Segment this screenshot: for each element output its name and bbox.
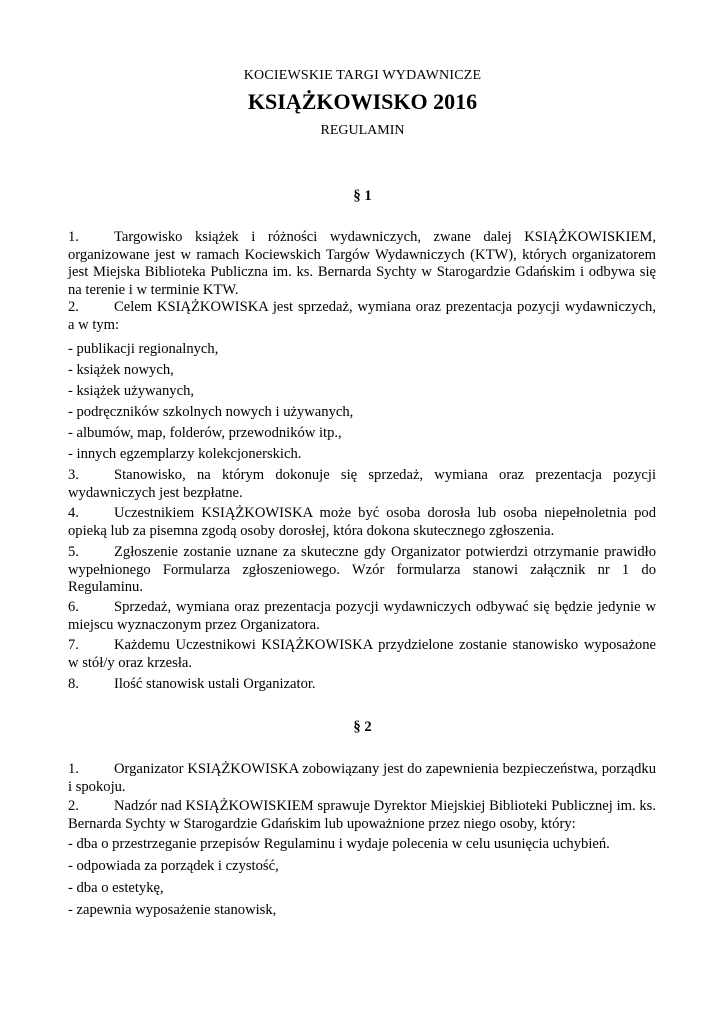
item-text: Ilość stanowisk ustali Organizator.: [114, 676, 316, 692]
list-item: - albumów, map, folderów, przewodników itp.,: [68, 425, 342, 441]
section-2-bullet-2: [68, 858, 656, 876]
section-1-bullet-3: [68, 383, 656, 401]
section-1-item-4: [68, 505, 656, 540]
list-item: - podręczników szkolnych nowych i używanych,: [68, 404, 354, 420]
item-text: Stanowisko, na którym dokonuje się sprzedaż, wymiana oraz prezentacja pozycji wydawniczych jest bezpłatne.: [68, 467, 656, 501]
section-1-bullet-1: [68, 341, 656, 359]
section-1-item-7: [68, 637, 656, 672]
section-2-heading: § 2: [353, 719, 372, 735]
item-text: Sprzedaż, wymiana oraz prezentacja pozycji wydawniczych odbywać się będzie jedynie w miejscu wyznaczonym przez Organizatora.: [68, 599, 656, 633]
item-text: Uczestnikiem KSIĄŻKOWISKA może być osoba dorosła lub osoba niepełnoletnia pod opieką lub za pisemna zgodą osoby dorosłej, która dokona skutecznego zgłoszenia.: [68, 505, 656, 539]
item-number: 8.: [68, 676, 79, 692]
section-1-bullet-6: [68, 446, 656, 464]
item-number: 4.: [68, 505, 79, 521]
section-1-bullet-2: [68, 362, 656, 380]
section-1-bullet-4: [68, 404, 656, 422]
item-number: 2.: [68, 798, 79, 814]
event-subtitle: KOCIEWSKIE TARGI WYDAWNICZE: [243, 68, 482, 83]
item-number: 5.: [68, 544, 79, 560]
section-1-heading: § 1: [353, 188, 372, 204]
list-item: - zapewnia wyposażenie stanowisk,: [68, 902, 277, 918]
item-text: Nadzór nad KSIĄŻKOWISKIEM sprawuje Dyrektor Miejskiej Biblioteki Publicznej im. ks. Bernarda Sychty w Starogardzie Gdańskim lub upoważnione przez niego osoby, który:: [68, 798, 656, 832]
section-2-item-2: [68, 798, 656, 833]
item-number: 1.: [68, 761, 79, 777]
list-item: - innych egzemplarzy kolekcjonerskich.: [68, 446, 302, 462]
document-title: KSIĄŻKOWISKO 2016: [247, 89, 478, 114]
section-2-bullet-4: [68, 902, 656, 920]
item-text: Zgłoszenie zostanie uznane za skuteczne gdy Organizator potwierdzi otrzymanie prawidło wypełnionego Formularza zgłoszeniowego. Wzór formularza stanowi załącznik nr 1 do Regulaminu.: [68, 544, 656, 595]
section-1-bullet-5: [68, 425, 656, 443]
item-number: 7.: [68, 637, 79, 653]
section-2-bullet-1: [68, 836, 656, 854]
list-item: - dba o przestrzeganie przepisów Regulaminu i wydaje polecenia w celu usunięcia uchybień.: [68, 836, 610, 852]
section-1-item-1: [68, 229, 656, 299]
section-1-item-5: [68, 544, 656, 597]
section-1-item-2: [68, 299, 656, 334]
section-1-item-8: [68, 676, 656, 694]
section-1-item-6: [68, 599, 656, 634]
list-item: - publikacji regionalnych,: [68, 341, 219, 357]
section-2-bullet-3: [68, 880, 656, 898]
item-number: 1.: [68, 229, 79, 245]
section-1-item-3: [68, 467, 656, 502]
item-number: 6.: [68, 599, 79, 615]
list-item: - dba o estetykę,: [68, 880, 164, 896]
list-item: - odpowiada za porządek i czystość,: [68, 858, 279, 874]
item-text: Celem KSIĄŻKOWISKA jest sprzedaż, wymiana oraz prezentacja pozycji wydawniczych, a w tym:: [68, 299, 656, 333]
item-number: 2.: [68, 299, 79, 315]
item-text: Każdemu Uczestnikowi KSIĄŻKOWISKA przydzielone zostanie stanowisko wyposażone w stół/y oraz krzesła.: [68, 637, 656, 671]
item-number: 3.: [68, 467, 79, 483]
item-text: Targowisko książek i różności wydawniczych, zwane dalej KSIĄŻKOWISKIEM, organizowane jest w ramach Kociewskich Targów Wydawniczych (KTW), których organizatorem jest Miejska Biblioteka Publiczna im. ks. Bernarda Sychty w Starogardzie Gdańskim i odbywa się na terenie i w terminie KTW.: [68, 229, 656, 298]
section-2-item-1: [68, 761, 656, 796]
list-item: - książek nowych,: [68, 362, 174, 378]
item-text: Organizator KSIĄŻKOWISKA zobowiązany jest do zapewnienia bezpieczeństwa, porządku i spokoju.: [68, 761, 656, 795]
list-item: - książek używanych,: [68, 383, 195, 399]
document-type: REGULAMIN: [320, 123, 405, 138]
